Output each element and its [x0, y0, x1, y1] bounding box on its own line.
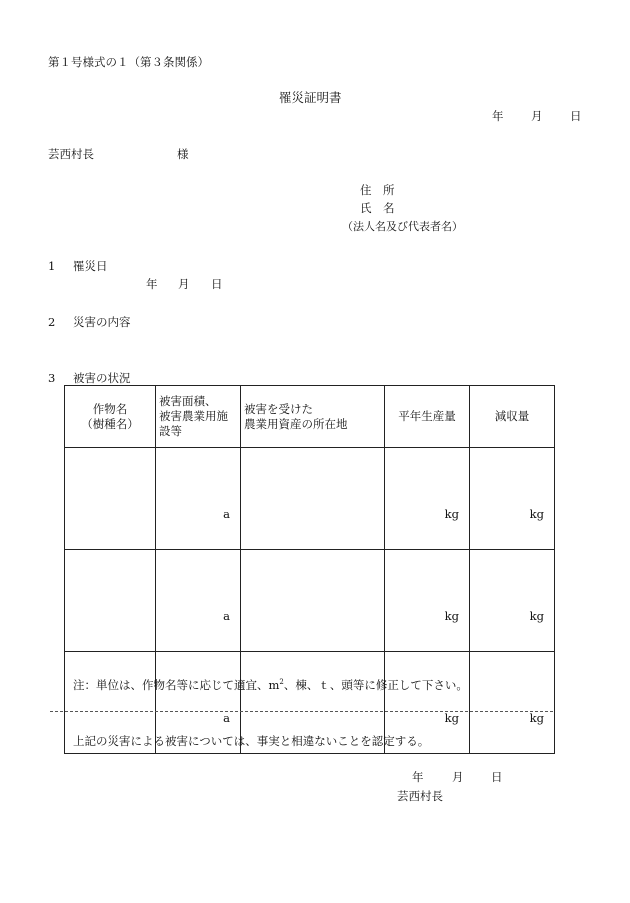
- cert-date-month: 月: [452, 770, 464, 784]
- area-cell[interactable]: a: [156, 652, 241, 754]
- yield-cell[interactable]: kg: [385, 652, 470, 754]
- loss-cell[interactable]: kg: [470, 448, 555, 550]
- section-1-label: 罹災日: [73, 259, 108, 273]
- header-normal-yield: 平年生産量: [385, 386, 470, 448]
- addressee-honorific: 様: [177, 147, 189, 161]
- corp-note: （法人名及び代表者名）: [342, 220, 463, 233]
- disaster-date-month: 月: [178, 277, 190, 291]
- disaster-date-day: 日: [211, 277, 223, 291]
- addressee-name: 芸西村長: [48, 147, 94, 161]
- date-day: 日: [570, 109, 582, 123]
- form-number: 第１号様式の１（第３条関係）: [48, 55, 209, 69]
- date-month: 月: [531, 109, 543, 123]
- table-header-row: [65, 386, 555, 448]
- yield-cell[interactable]: kg: [385, 448, 470, 550]
- loss-cell[interactable]: kg: [470, 550, 555, 652]
- location-cell[interactable]: [241, 550, 385, 652]
- section-3-number: 3: [48, 371, 56, 385]
- table-row: [65, 448, 555, 550]
- area-cell[interactable]: a: [156, 448, 241, 550]
- section-1-number: 1: [48, 259, 56, 273]
- header-reduced-yield: 減収量: [470, 386, 555, 448]
- section-2-label: 災害の内容: [73, 315, 131, 329]
- area-cell[interactable]: a: [156, 550, 241, 652]
- crop-cell[interactable]: [65, 550, 156, 652]
- document-title: 罹災証明書: [279, 90, 342, 105]
- date-year: 年: [492, 109, 504, 123]
- address-label: 住 所: [360, 183, 395, 197]
- yield-cell[interactable]: kg: [385, 550, 470, 652]
- unit-note: 注：単位は、作物名等に応じて適宜、$m^2$、棟、ｔ、頭等に修正して下さい。: [73, 678, 468, 692]
- cert-date-day: 日: [491, 770, 503, 784]
- damage-table: [64, 385, 555, 754]
- loss-cell[interactable]: kg: [470, 652, 555, 754]
- location-cell[interactable]: [241, 448, 385, 550]
- header-area: 被害面積、 被害農業用施 設等: [156, 386, 241, 448]
- cut-line-divider: [50, 711, 553, 712]
- cert-date-year: 年: [412, 770, 424, 784]
- header-location: 被害を受けた 農業用資産の所在地: [241, 386, 385, 448]
- crop-cell[interactable]: [65, 448, 156, 550]
- table-row: [65, 550, 555, 652]
- name-label: 氏 名: [360, 201, 395, 215]
- section-2-number: 2: [48, 315, 56, 329]
- header-crop: 作物名 （樹種名）: [65, 386, 156, 448]
- certification-text: 上記の災害による被害については、事実と相違ないことを認定する。: [73, 734, 430, 748]
- section-3-label: 被害の状況: [73, 371, 131, 385]
- issuer-name: 芸西村長: [397, 789, 443, 803]
- disaster-date-year: 年: [146, 277, 158, 291]
